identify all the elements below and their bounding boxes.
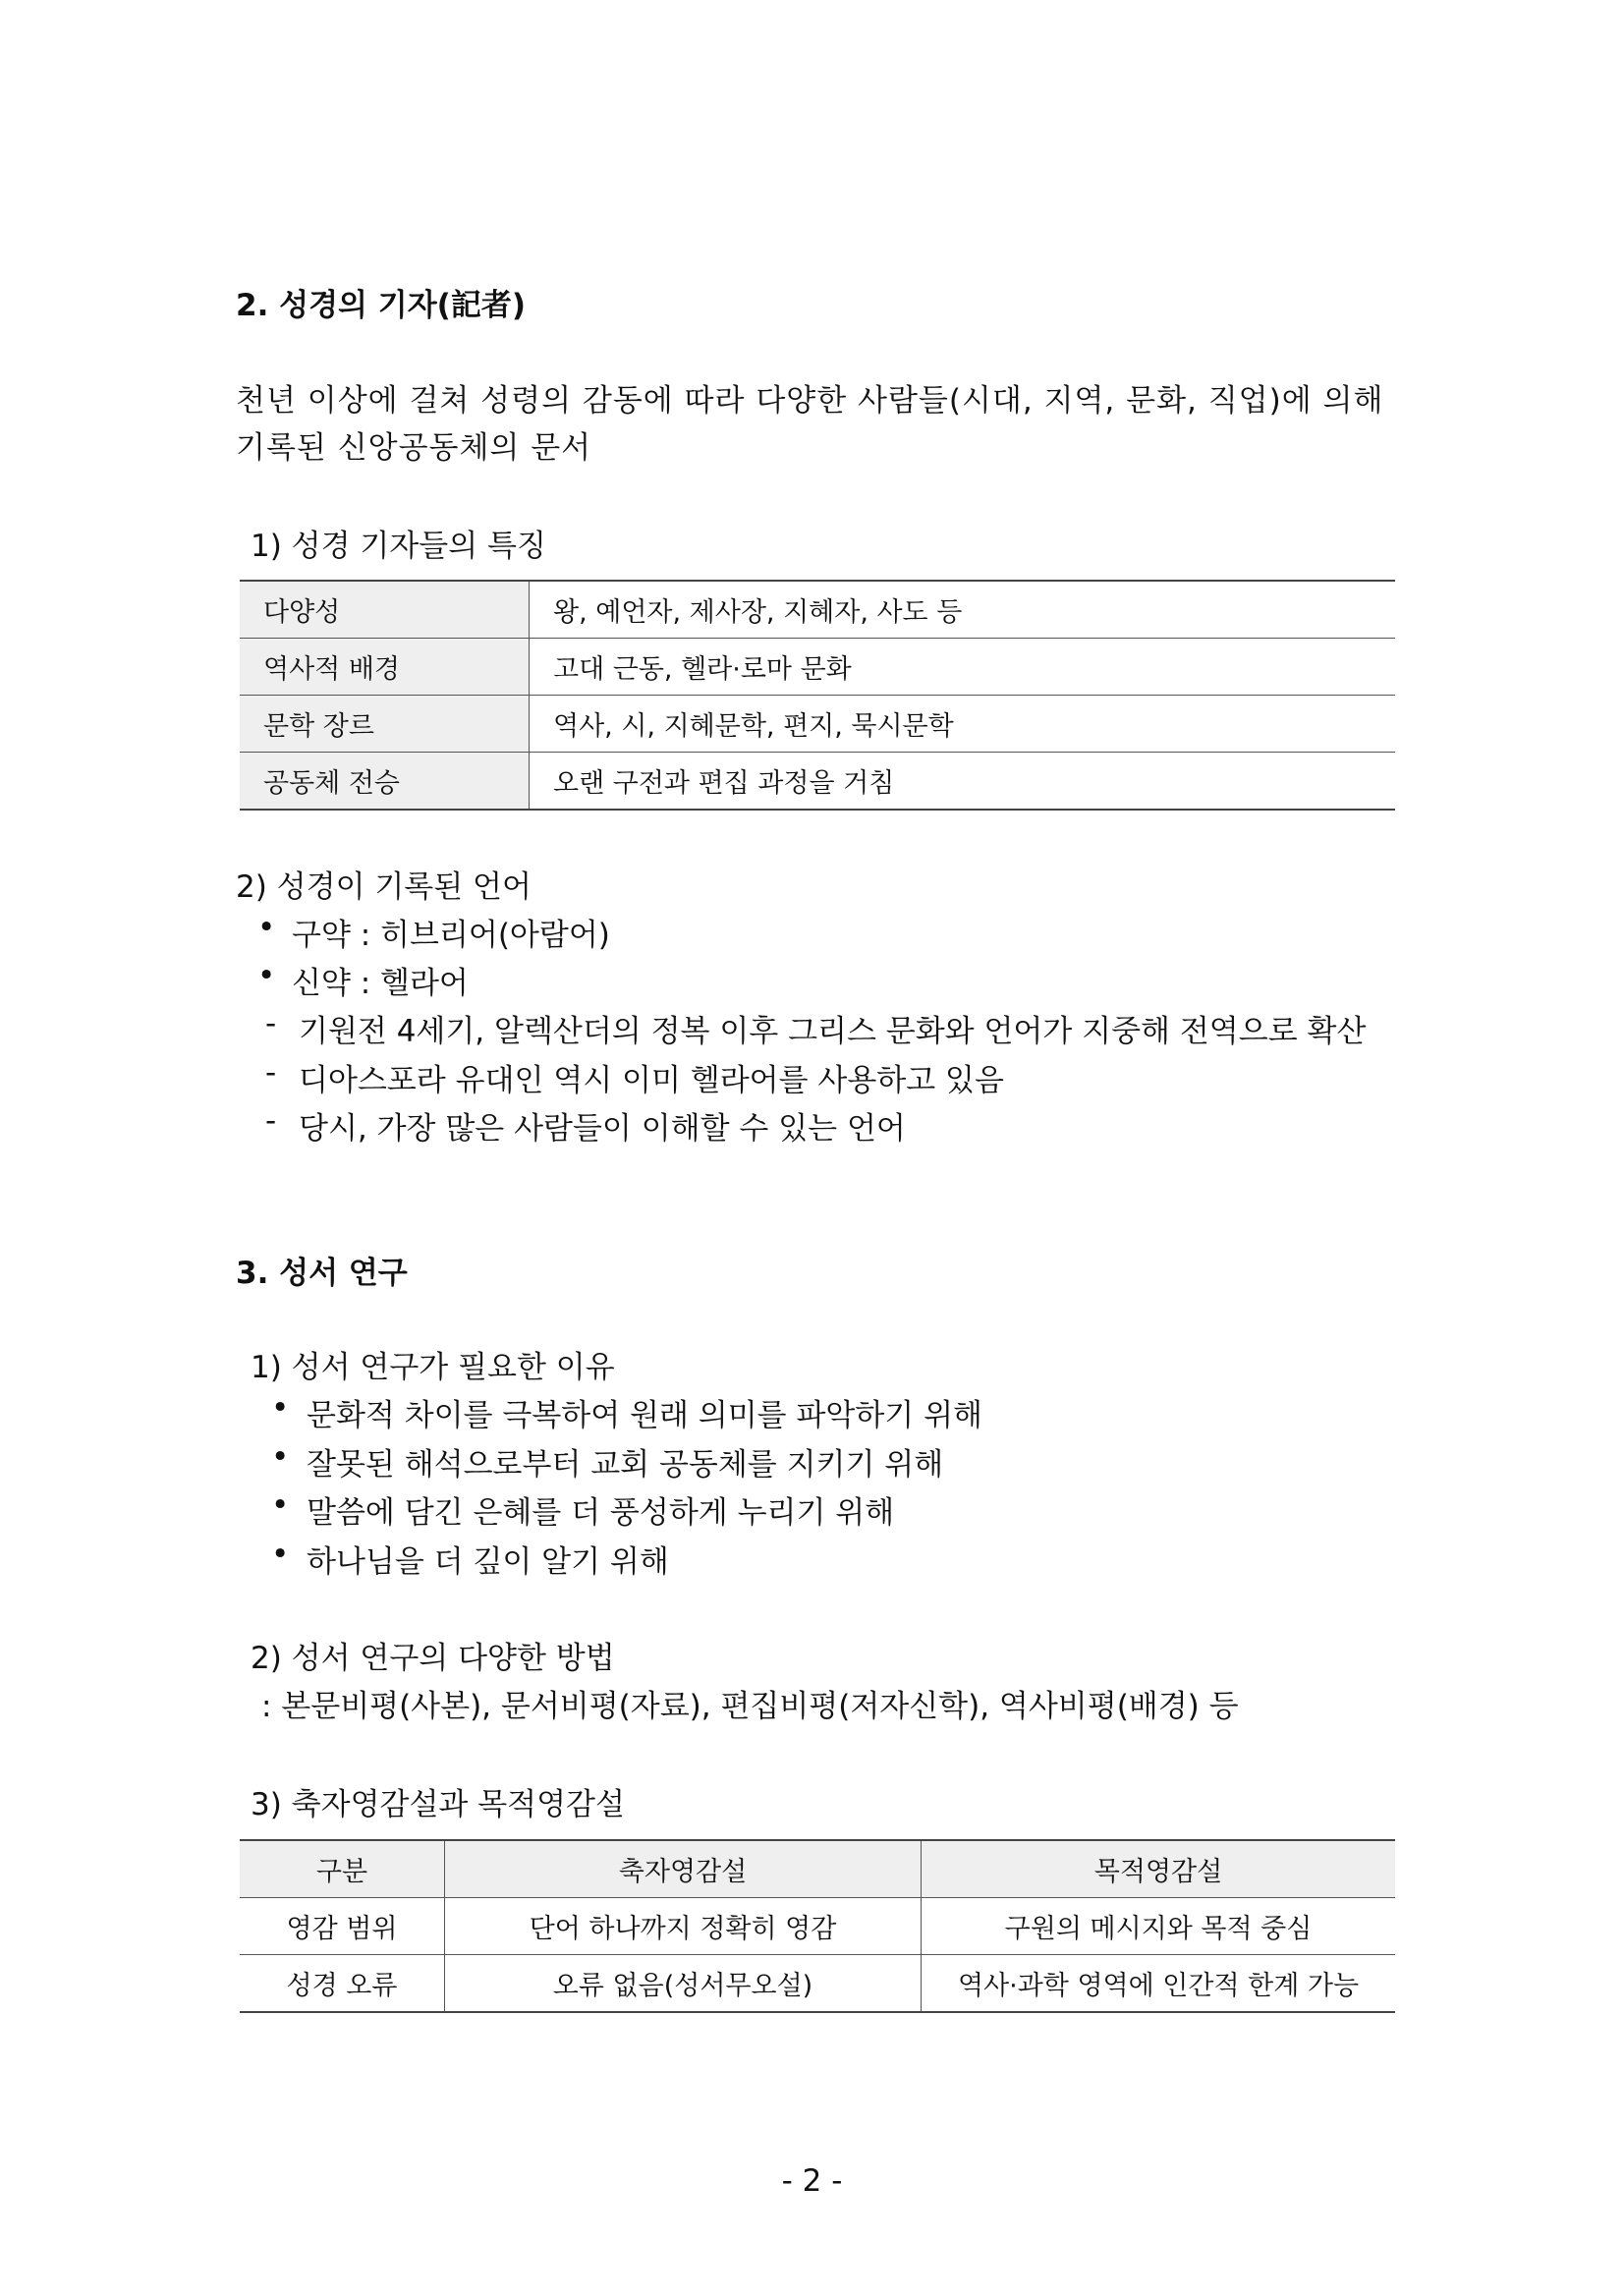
- reason-item: 문화적 차이를 극복하여 원래 의미를 파악하기 위해: [307, 1398, 982, 1433]
- bullet-icon: •: [257, 958, 276, 993]
- dash-icon: -: [265, 1006, 277, 1041]
- table-row: [240, 581, 1395, 639]
- table-header-row: [240, 1840, 1395, 1898]
- section2-sub1-title: 1) 성경 기자들의 특징: [251, 529, 546, 564]
- table-cell: 오류 없음(성서무오설): [445, 1955, 922, 2013]
- table-row: [240, 639, 1395, 696]
- table-row: [240, 753, 1395, 811]
- section3-sub3-title: 3) 축자영감설과 목적영감설: [251, 1787, 625, 1822]
- column-header: 목적영감설: [922, 1840, 1396, 1898]
- dash-icon: -: [265, 1055, 277, 1091]
- table-key: 역사적 배경: [240, 639, 530, 696]
- language-note: 기원전 4세기, 알렉산더의 정복 이후 그리스 문화와 언어가 지중해 전역으로 확산: [299, 1014, 1367, 1049]
- section2-intro-line1: 천년 이상에 걸쳐 성령의 감동에 따라 다양한 사람들(시대, 지역, 문화, 직업)에 의해: [236, 383, 1384, 419]
- table-value: 왕, 예언자, 제사장, 지혜자, 사도 등: [530, 581, 1396, 639]
- table-row: [240, 1898, 1395, 1955]
- writers-characteristics-table: [240, 580, 1395, 811]
- reason-item: 하나님을 더 깊이 알기 위해: [307, 1544, 669, 1580]
- section3-sub1-title: 1) 성서 연구가 필요한 이유: [251, 1350, 615, 1385]
- section3-title: 3. 성서 연구: [236, 1256, 408, 1291]
- table-cell: 역사·과학 영역에 인간적 한계 가능: [922, 1955, 1396, 2013]
- page-number: - 2 -: [781, 2163, 843, 2199]
- section3-sub2-title: 2) 성서 연구의 다양한 방법: [251, 1641, 615, 1676]
- reason-item: 말씀에 담긴 은혜를 더 풍성하게 누리기 위해: [307, 1495, 895, 1531]
- table-value: 역사, 시, 지혜문학, 편지, 묵시문학: [530, 696, 1396, 753]
- bullet-icon: •: [271, 1390, 290, 1426]
- inspiration-comparison-table: [240, 1839, 1395, 2013]
- table-cell: 구원의 메시지와 목적 중심: [922, 1898, 1396, 1955]
- section2-intro-line2: 기록된 신앙공동체의 문서: [236, 430, 592, 466]
- reason-item: 잘못된 해석으로부터 교회 공동체를 지키기 위해: [307, 1447, 944, 1483]
- bullet-icon: •: [257, 910, 276, 945]
- table-key: 공동체 전승: [240, 753, 530, 811]
- bullet-icon: •: [271, 1487, 290, 1523]
- table-value: 오랜 구전과 편집 과정을 거침: [530, 753, 1396, 811]
- table-value: 고대 근동, 헬라·로마 문화: [530, 639, 1396, 696]
- column-header: 구분: [240, 1840, 445, 1898]
- language-item: 구약 : 히브리어(아람어): [292, 918, 610, 953]
- table-row: [240, 696, 1395, 753]
- table-cell: 영감 범위: [240, 1898, 445, 1955]
- table-row: [240, 1955, 1395, 2013]
- table-key: 다양성: [240, 581, 530, 639]
- dash-icon: -: [265, 1103, 277, 1139]
- table-key: 문학 장르: [240, 696, 530, 753]
- column-header: 축자영감설: [445, 1840, 922, 1898]
- language-item: 신약 : 헬라어: [292, 966, 469, 1001]
- language-note: 당시, 가장 많은 사람들이 이해할 수 있는 언어: [299, 1111, 906, 1147]
- section2-title: 2. 성경의 기자(記者): [236, 288, 526, 323]
- research-methods: : 본문비평(사본), 문서비평(자료), 편집비평(저자신학), 역사비평(배경) 등: [261, 1689, 1239, 1724]
- language-note: 디아스포라 유대인 역시 이미 헬라어를 사용하고 있음: [299, 1063, 1004, 1098]
- table-cell: 단어 하나까지 정확히 영감: [445, 1898, 922, 1955]
- section2-sub2-title: 2) 성경이 기록된 언어: [236, 869, 532, 905]
- bullet-icon: •: [271, 1537, 290, 1572]
- bullet-icon: •: [271, 1439, 290, 1475]
- table-cell: 성경 오류: [240, 1955, 445, 2013]
